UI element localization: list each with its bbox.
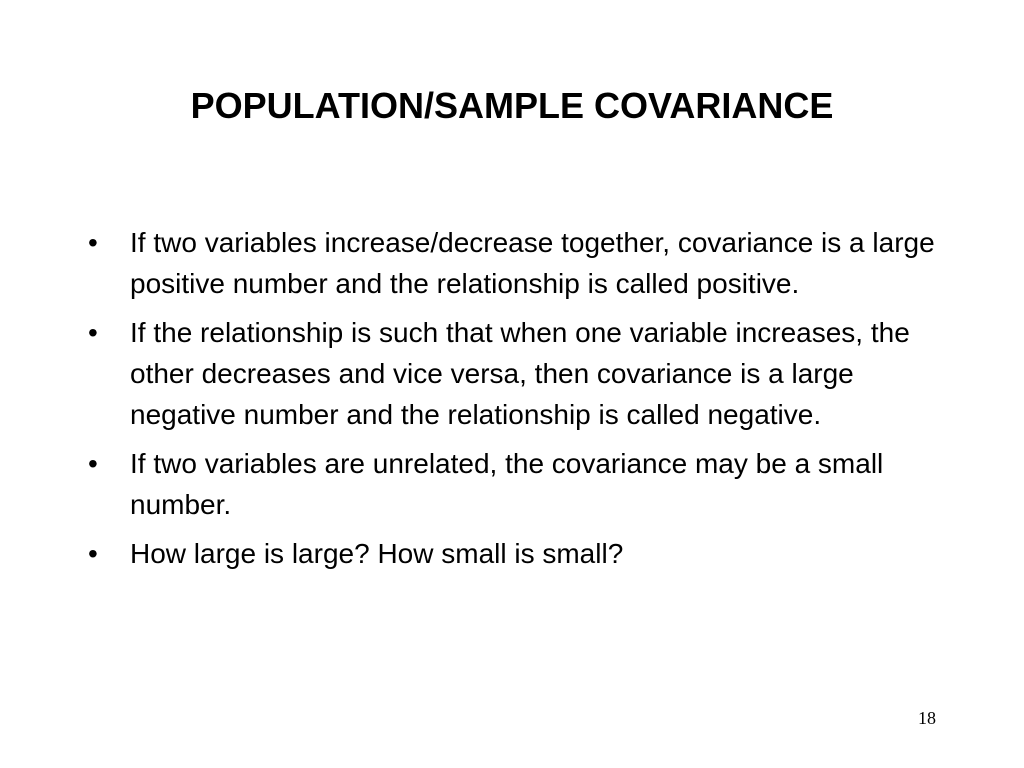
bullet-list bbox=[88, 222, 948, 582]
bullet-text: If the relationship is such that when one variable increases, the other decreases and vice versa, then covariance is a large negative number and the relationship is called negative. bbox=[130, 317, 910, 430]
bullet-item bbox=[88, 312, 948, 435]
bullet-item bbox=[88, 222, 948, 304]
bullet-text: How large is large? How small is small? bbox=[130, 538, 624, 569]
bullet-item bbox=[88, 443, 948, 525]
slide-page-number: 18 bbox=[918, 708, 936, 728]
bullet-item bbox=[88, 533, 948, 574]
bullet-icon: • bbox=[88, 227, 98, 258]
bullet-icon: • bbox=[88, 448, 98, 479]
bullet-icon: • bbox=[88, 317, 98, 348]
bullet-text: If two variables increase/decrease together, covariance is a large positive number and the relationship is called positive. bbox=[130, 227, 935, 299]
bullet-text: If two variables are unrelated, the covariance may be a small number. bbox=[130, 448, 884, 520]
bullet-icon: • bbox=[88, 538, 98, 569]
slide-title: POPULATION/SAMPLE COVARIANCE bbox=[190, 85, 834, 126]
